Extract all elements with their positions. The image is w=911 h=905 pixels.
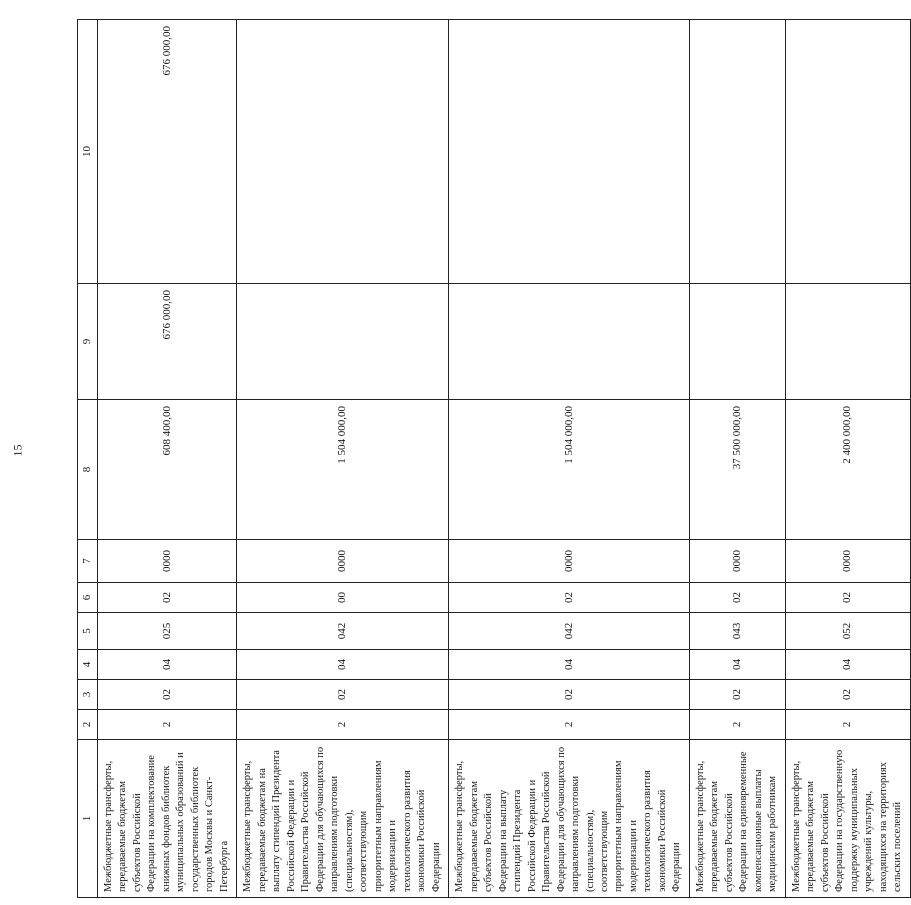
- table-row: [785, 20, 910, 898]
- amount-cell: 2 400 000,00: [785, 400, 910, 540]
- table-header-row: [78, 20, 98, 898]
- table-row: [449, 20, 690, 898]
- code-cell: 02: [449, 680, 690, 710]
- row-description: Межбюджетные трансферты, передаваемые бюджетам субъектов Российской Федерации на единовременные компенсационные выплаты медицинским работникам: [689, 740, 785, 898]
- amount-cell: [237, 284, 449, 400]
- amount-cell: 1 504 000,00: [237, 400, 449, 540]
- code-cell: 04: [785, 650, 910, 680]
- code-cell: 0000: [785, 540, 910, 583]
- page-number: 15: [10, 444, 25, 456]
- amount-cell: [449, 20, 690, 284]
- amount-cell: 676 000,00: [98, 284, 237, 400]
- column-header: 4: [78, 650, 98, 680]
- code-cell: 052: [785, 613, 910, 650]
- code-cell: 02: [785, 583, 910, 613]
- table-row: [98, 20, 237, 898]
- row-description: Межбюджетные трансферты, передаваемые бюджетам на выплату стипендий Президента Российской Федерации и Правительства Российской Федерации для обучающихся по направлениям подготовки (специальностям), соответствующим приоритетным направлениям модернизации и технологического развития экономики Российской Федерации: [237, 740, 449, 898]
- code-cell: 02: [98, 680, 237, 710]
- code-cell: 043: [689, 613, 785, 650]
- code-cell: 04: [689, 650, 785, 680]
- amount-cell: 676 000,00: [98, 20, 237, 284]
- column-header: 7: [78, 540, 98, 583]
- code-cell: 02: [785, 680, 910, 710]
- code-cell: 042: [449, 613, 690, 650]
- code-cell: 02: [449, 583, 690, 613]
- row-description: Межбюджетные трансферты, передаваемые бюджетам субъектов Российской Федерации на государственную поддержку муниципальных учреждений культуры, находящихся на территориях сельских поселений: [785, 740, 910, 898]
- budget-transfers-table: [77, 19, 911, 898]
- amount-cell: [449, 284, 690, 400]
- table-row: [237, 20, 449, 898]
- rotated-page-area: [77, 20, 904, 898]
- code-cell: 02: [98, 583, 237, 613]
- code-cell: 2: [98, 710, 237, 740]
- code-cell: 0000: [449, 540, 690, 583]
- code-cell: 2: [785, 710, 910, 740]
- code-cell: 04: [449, 650, 690, 680]
- code-cell: 2: [449, 710, 690, 740]
- table-row: [689, 20, 785, 898]
- amount-cell: [689, 20, 785, 284]
- column-header: 2: [78, 710, 98, 740]
- amount-cell: [785, 20, 910, 284]
- code-cell: 02: [689, 680, 785, 710]
- column-header: 10: [78, 20, 98, 284]
- code-cell: 2: [237, 710, 449, 740]
- code-cell: 04: [237, 650, 449, 680]
- column-header: 5: [78, 613, 98, 650]
- row-description: Межбюджетные трансферты, передаваемые бюджетам субъектов Российской Федерации на выплату стипендий Президента Российской Федерации и Правительства Российской Федерации для обучающихся по направлениям подготовки (специальностям), соответствующим приоритетным направлениям модернизации и технологического развития экономики Российской Федерации: [449, 740, 690, 898]
- code-cell: 0000: [237, 540, 449, 583]
- amount-cell: [785, 284, 910, 400]
- code-cell: 2: [689, 710, 785, 740]
- amount-cell: [237, 20, 449, 284]
- code-cell: 02: [237, 680, 449, 710]
- column-header: 3: [78, 680, 98, 710]
- column-header: 8: [78, 400, 98, 540]
- code-cell: 00: [237, 583, 449, 613]
- row-description: Межбюджетные трансферты, передаваемые бюджетам субъектов Российской Федерации на комплектование книжных фондов библиотек муниципальных образований и государственных библиотек городов Москвы и Санкт-Петербурга: [98, 740, 237, 898]
- amount-cell: 37 500 000,00: [689, 400, 785, 540]
- code-cell: 042: [237, 613, 449, 650]
- code-cell: 04: [98, 650, 237, 680]
- column-header: 6: [78, 583, 98, 613]
- amount-cell: [689, 284, 785, 400]
- amount-cell: 1 504 000,00: [449, 400, 690, 540]
- code-cell: 0000: [689, 540, 785, 583]
- code-cell: 02: [689, 583, 785, 613]
- rotated-table-wrapper: [77, 20, 904, 898]
- code-cell: 0000: [98, 540, 237, 583]
- column-header: 1: [78, 740, 98, 898]
- column-header: 9: [78, 284, 98, 400]
- amount-cell: 608 400,00: [98, 400, 237, 540]
- code-cell: 025: [98, 613, 237, 650]
